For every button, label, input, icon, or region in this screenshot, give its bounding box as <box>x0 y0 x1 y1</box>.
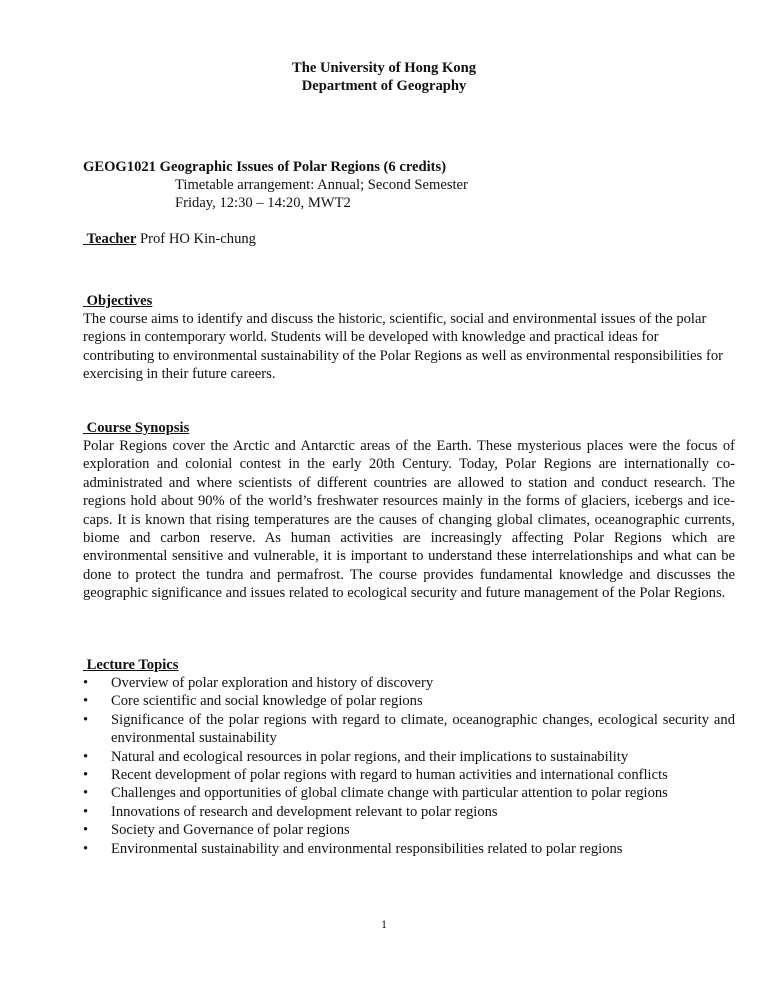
department-name: Department of Geography <box>301 78 467 94</box>
bullet-icon: • <box>83 785 89 802</box>
lecture-topics-heading: Lecture Topics <box>86 657 179 673</box>
university-name: The University of Hong Kong <box>291 60 477 76</box>
list-item: • Environmental sustainability and environmental responsibilities related to polar regions <box>83 840 623 857</box>
bullet-icon: • <box>83 822 89 839</box>
synopsis-heading: Course Synopsis <box>86 420 190 436</box>
bullet-icon: • <box>83 675 89 691</box>
objectives-heading: Objectives <box>86 293 153 309</box>
class-schedule: Friday, 12:30 – 14:20, MWT2 <box>175 195 351 211</box>
bullet-icon: • <box>83 748 89 765</box>
list-item: • Innovations of research and development relevant to polar regions <box>83 803 498 820</box>
teacher-line <box>83 230 256 248</box>
synopsis-text: Polar Regions cover the Arctic and Antarctic areas of the Earth. These mysterious places were the focus of exploration and colonial contest in the early 20th Century. Today, Polar Regions are internationally co-administrated and where scientists of different countries are allowed to station and conduct research. The regions hold about 90% of the world’s freshwater resources mainly in the forms of glaciers, icebergs and ice-caps. It is known that rising temperatures are the causes of changing global climates, oceanographic currents, biome and carbon reserve. As human activities are increasingly affecting Polar Regions which are environmental sensitive and vulnerable, it is important to understand these interrelationships and what can be done to protect the tundra and permafrost. The course provides fundamental knowledge and discusses the geographic significance and issues related to ecological security and future management of the Polar Regions. <box>83 438 735 602</box>
bullet-icon: • <box>83 840 89 857</box>
page-number: 1 <box>381 917 387 931</box>
lecture-topics-list <box>83 674 735 858</box>
list-item: • Challenges and opportunities of global climate change with particular attention to polar regions <box>83 785 668 802</box>
list-item: • Society and Governance of polar regions <box>83 822 350 839</box>
bullet-icon: • <box>83 767 89 784</box>
bullet-icon: • <box>83 693 89 710</box>
course-title: GEOG1021 Geographic Issues of Polar Regions (6 credits) <box>83 159 447 175</box>
teacher-name: Prof HO Kin-chung <box>140 231 256 247</box>
list-item: • Natural and ecological resources in polar regions, and their implications to sustainability <box>83 748 629 765</box>
list-item: • Recent development of polar regions with regard to human activities and international conflicts <box>83 767 668 784</box>
teacher-label: Teacher <box>86 231 137 247</box>
bullet-icon: • <box>83 711 89 728</box>
list-item: • Core scientific and social knowledge of polar regions <box>83 693 423 710</box>
objectives-text: The course aims to identify and discuss the historic, scientific, social and environmental issues of the polar regions in contemporary world. Students will be developed with knowledge and practical ideas for contributing to environmental sustainability of the Polar Regions as well as environmental responsibilities for exercising in their future careers. <box>83 311 723 383</box>
list-item: • Significance of the polar regions with regard to climate, oceanographic changes, ecological security and environmental sustainability <box>83 711 735 747</box>
list-item: • Overview of polar exploration and history of discovery <box>83 675 434 691</box>
bullet-icon: • <box>83 803 89 820</box>
timetable-arrangement: Timetable arrangement: Annual; Second Semester <box>175 177 468 193</box>
